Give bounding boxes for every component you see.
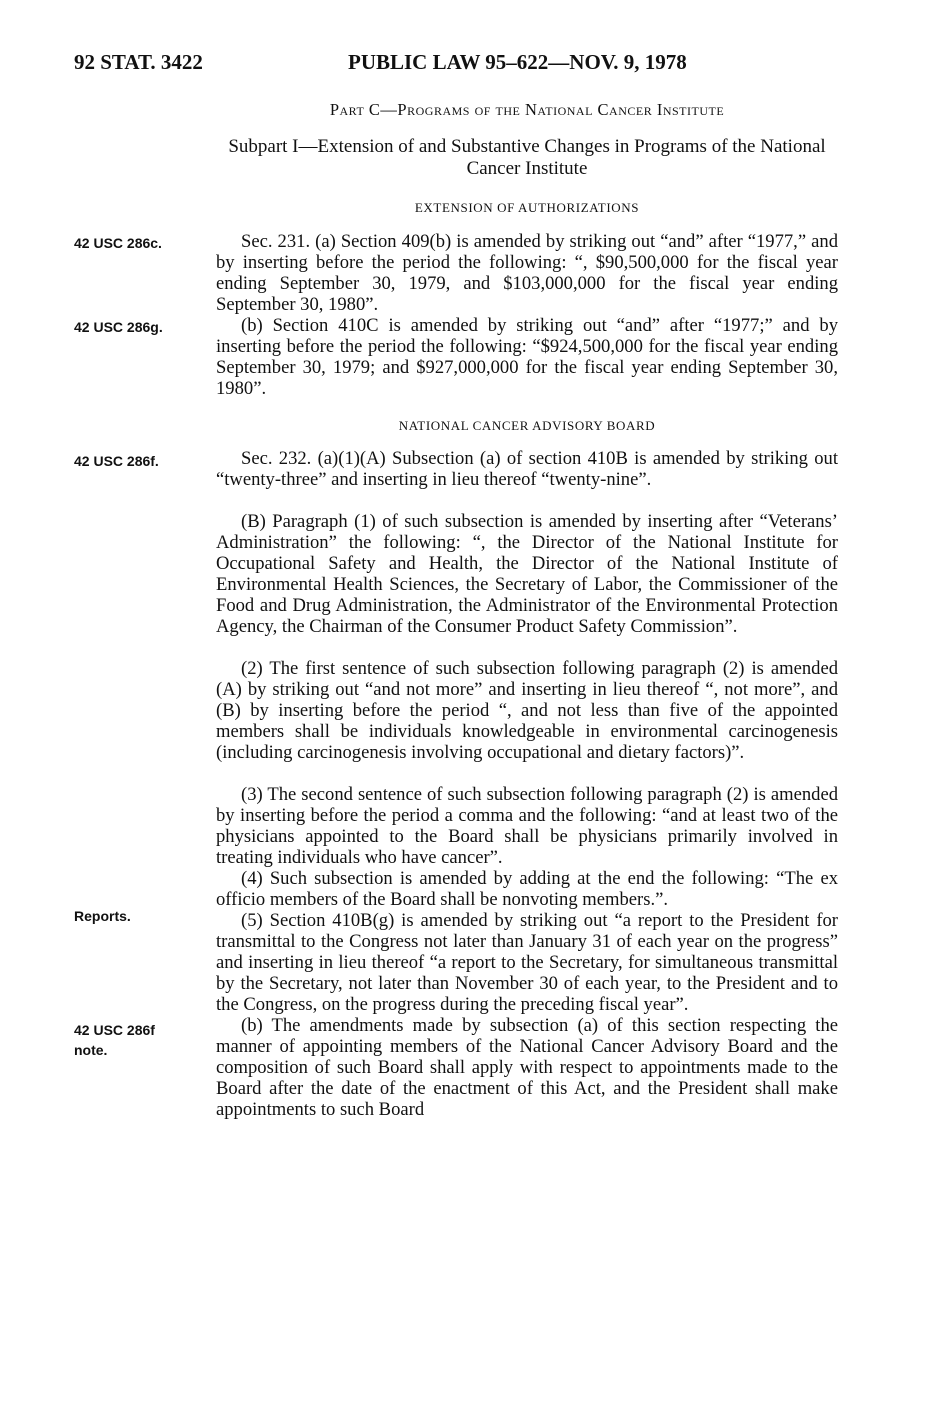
section-heading-extension: EXTENSION OF AUTHORIZATIONS — [414, 200, 640, 215]
subpart-title: Subpart I—Extension of and Substantive Changes in Programs of the National Cancer Institute — [228, 136, 826, 179]
public-law-citation: PUBLIC LAW 95–622—NOV. 9, 1978 — [348, 50, 687, 74]
paragraph-sec-232a2 — [216, 658, 838, 763]
paragraph-text: (B) Paragraph (1) of such subsection is amended by inserting after “Veterans’ Administration” the following: “, the Director of the National Institute for Occupational Safety and Health, the Director of the National Institute of Environmental Health Sciences, the Secretary of Labor, the Commissioner of the Food and Drug Administration, the Administrator of the Environmental Protection Agency, the Chairman of the Consumer Product Safety Commission”. — [216, 511, 838, 637]
margin-note-usc-286c: 42 USC 286c. — [74, 235, 162, 251]
paragraph-text: (b) Section 410C is amended by striking out “and” after “1977;” and by inserting before the period the following: “$924,500,000 for the fiscal year ending September 30, 1979; and $927,000,000 for the fiscal year ending September 30, 1980”. — [216, 315, 838, 399]
margin-note-reports: Reports. — [74, 908, 131, 924]
paragraph-text: (5) Section 410B(g) is amended by striking out “a report to the President for transmittal to the Congress not later than January 31 of each year on the progress” and inserting in lieu thereof “a report to the Secretary, for simultaneous transmittal by the Secretary, not later than November 30 of each year, to the President and to the Congress, on the progress during the preceding fiscal year”. — [216, 910, 838, 1015]
paragraph-sec-231a — [216, 231, 838, 315]
paragraph-sec-232a5 — [216, 910, 838, 1015]
paragraph-sec-232a1b — [216, 511, 838, 637]
paragraph-sec-232a3 — [216, 784, 838, 868]
paragraph-sec-232a4 — [216, 868, 838, 910]
margin-note-usc-286f-note: 42 USC 286f note. — [74, 1022, 155, 1058]
paragraph-text: (b) The amendments made by subsection (a) of this section respecting the manner of appointing members of the National Cancer Advisory Board and the composition of such Board shall apply with respect to appointments made to the Board after the date of the enactment of this Act, and the President shall make appointments to such Board — [216, 1015, 838, 1120]
paragraph-text: Sec. 232. (a)(1)(A) Subsection (a) of section 410B is amended by striking out “twenty-three” and inserting in lieu thereof “twenty-nine”. — [216, 448, 838, 490]
paragraph-text: (3) The second sentence of such subsection following paragraph (2) is amended by inserting before the period a comma and the following: “and at least two of the physicians appointed to the Board shall be physicians primarily involved in treating individuals who have cancer”. — [216, 784, 838, 868]
stat-page-number: 92 STAT. 3422 — [74, 50, 203, 74]
margin-note-usc-286g: 42 USC 286g. — [74, 319, 163, 335]
paragraph-text: Sec. 231. (a) Section 409(b) is amended by striking out “and” after “1977,” and by inserting before the period the following: “, $90,500,000 for the fiscal year ending September 30, 1979, and $103,000,000 for the fiscal year ending September 30, 1980”. — [216, 231, 838, 315]
paragraph-sec-231b — [216, 315, 838, 399]
part-title: Part C—Programs of the National Cancer Institute — [329, 100, 725, 119]
margin-note-usc-286f: 42 USC 286f. — [74, 453, 159, 469]
section-heading-advisory-board: NATIONAL CANCER ADVISORY BOARD — [398, 418, 656, 433]
paragraph-sec-232b — [216, 1015, 838, 1120]
paragraph-sec-232a1a — [216, 448, 838, 490]
paragraph-text: (4) Such subsection is amended by adding at the end the following: “The ex officio members of the Board shall be nonvoting members.”. — [216, 868, 838, 910]
paragraph-text: (2) The first sentence of such subsection following paragraph (2) is amended (A) by striking out “and not more” and inserting in lieu thereof “, not more”, and (B) by inserting before the period “, and not less than five of the appointed members shall be individuals knowledgeable in environmental carcinogenesis (including carcinogenesis involving occupational and dietary factors)”. — [216, 658, 838, 763]
